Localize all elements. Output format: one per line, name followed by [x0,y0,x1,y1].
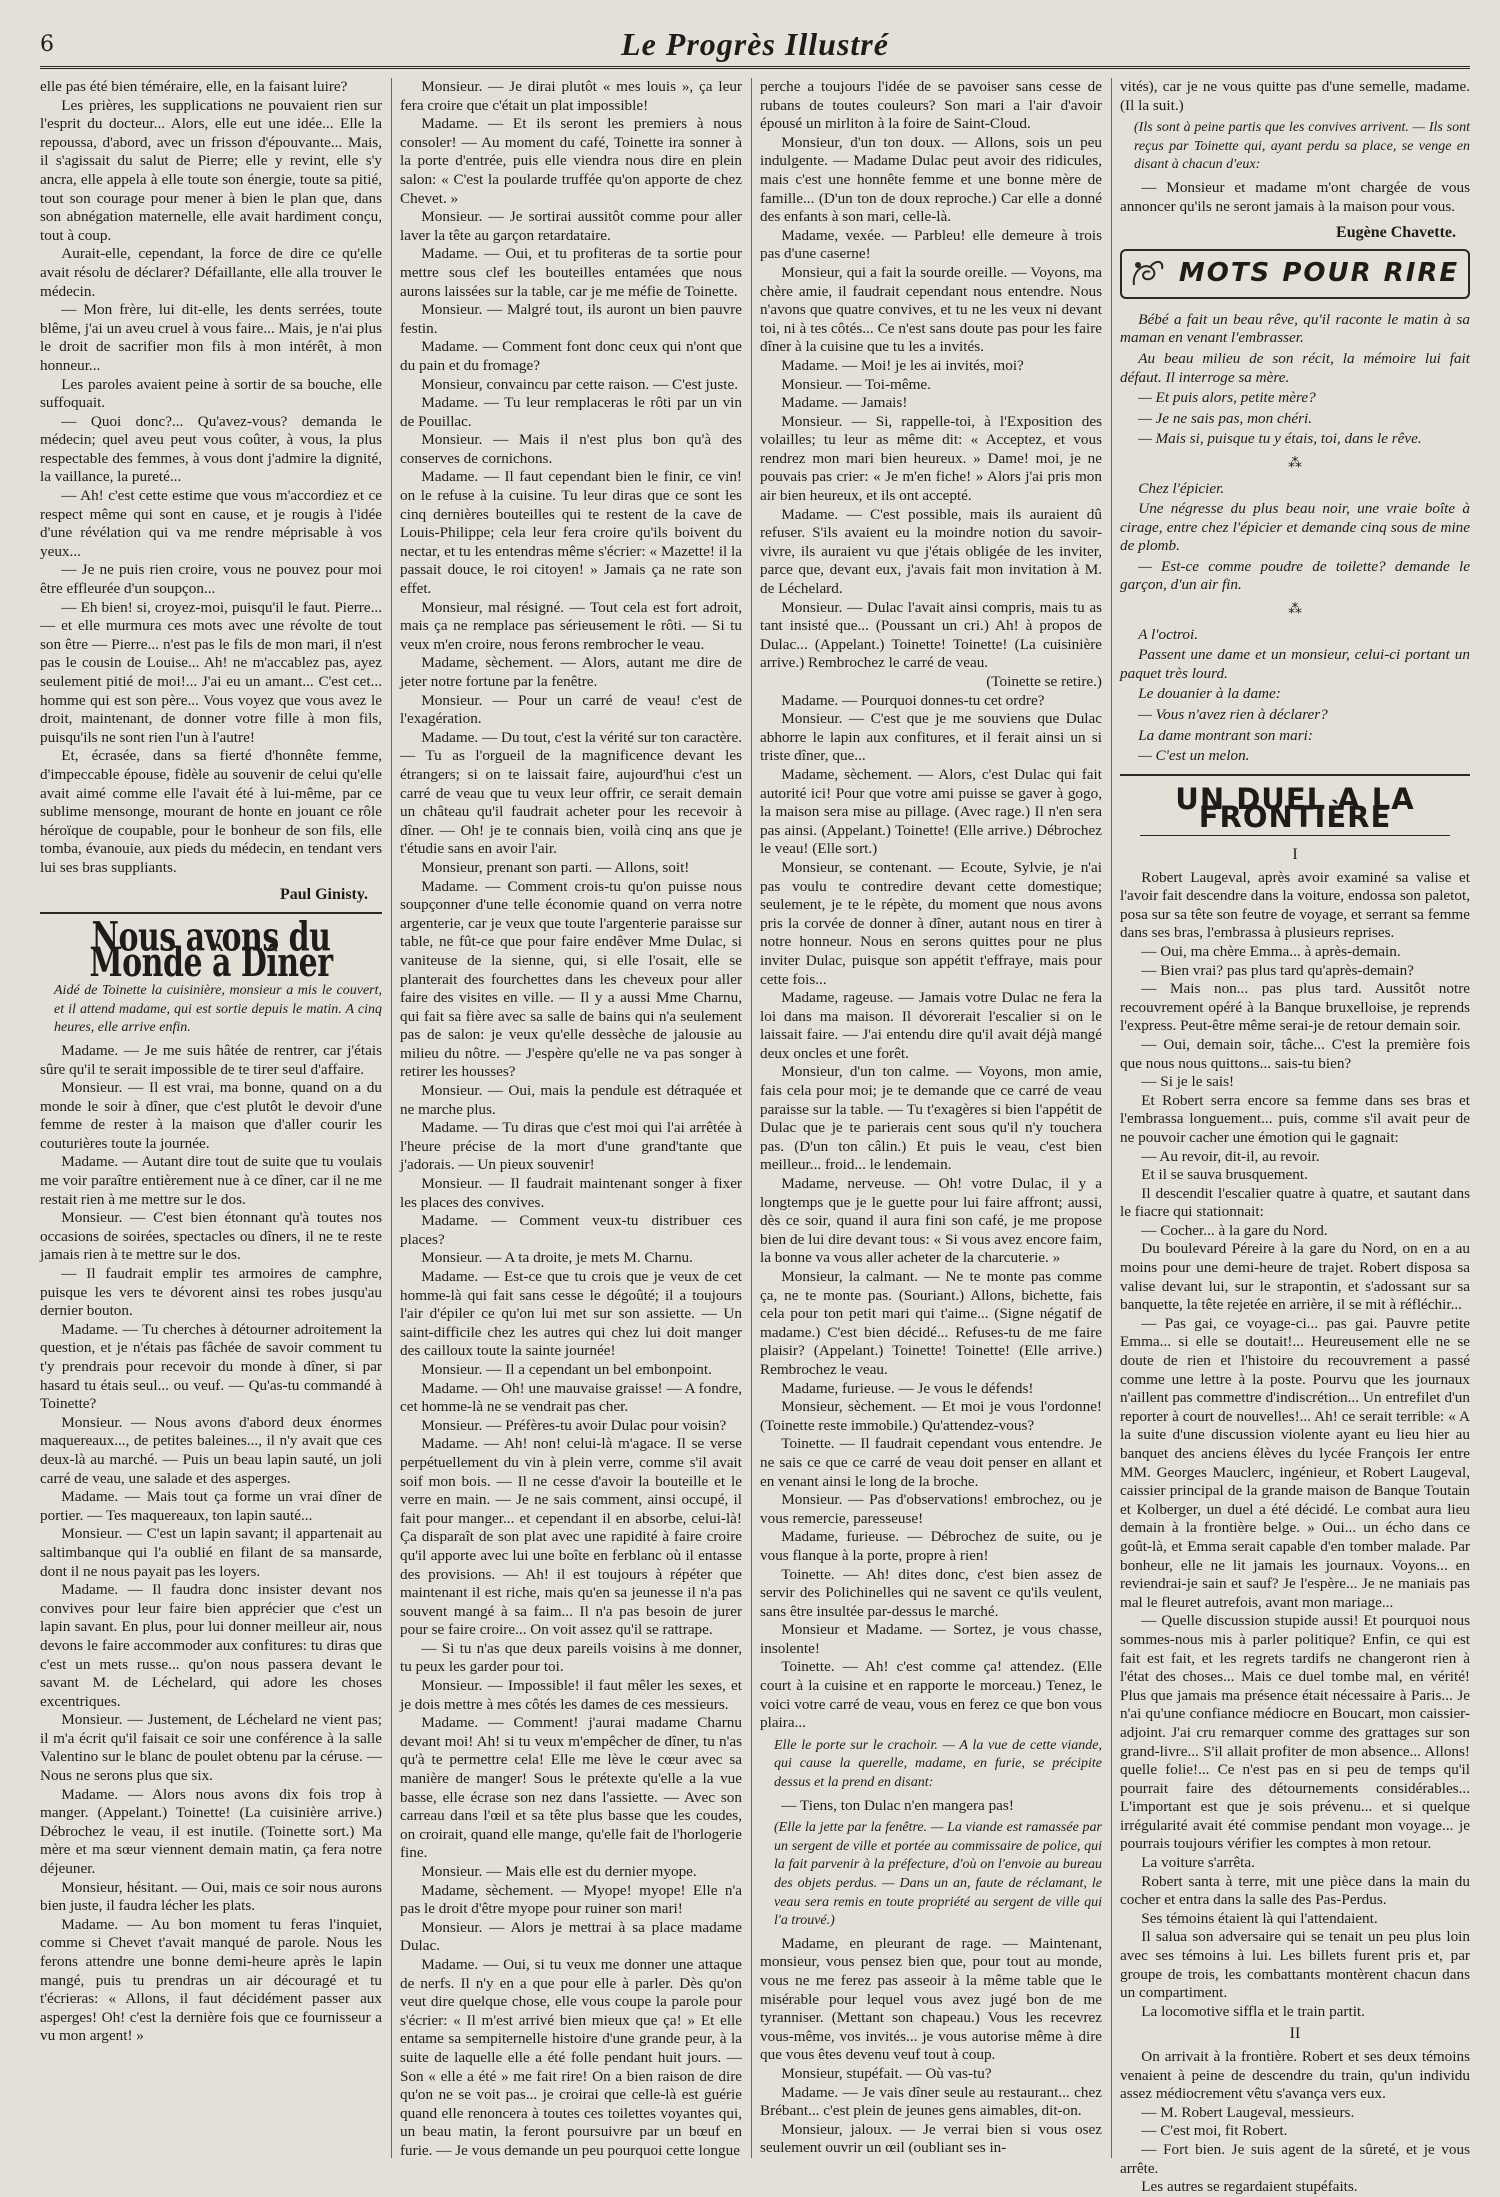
dialogue-line: Monsieur. — Nous avons d'abord deux énormes maquereaux..., de petites baleines..., il n'y avait que ces deux-là au marché. — Puis un beau lapin sauté, un joli carré de veau, une salade et des asperges. [40,1413,382,1487]
paragraph: — Eh bien! si, croyez-moi, puisqu'il le faut. Pierre... — et elle murmura ces mots avec une révolte de tout son être — Pierre... n'est pas le fils de mon mari, il n'est pas le cousin de Louise... Ah! ne m'accablez pas, ayez seulement pitié de moi!... J'ai eu un amant... C'est cet... homme qui est son père... Vous voyez que vous avez le droit, maintenant, de donner votre fille à mon fils, puisqu'ils ne sont rien l'un à l'autre! [40,598,382,746]
joke-line: — Je ne sais pas, mon chéri. [1138,409,1313,427]
dialogue-line: Monsieur. — Impossible! il faut mêler les sexes, et je dois mettre à mes côtés les dames de ces messieurs. [400,1677,742,1713]
dialogue-line: Monsieur, d'un ton calme. — Voyons, mon amie, fais cela pour moi; je te demande que ce carré de veau paraisse sur la table. — Tu t'exagères si bien l'appétit de Dulac que je te parierais cent sous qu'il n'y touchera pas. (D'un ton câlin.) Et puis le veau, c'est bien meilleur... froid... le lendemain. [760,1063,1102,1174]
dialogue-line: — Si tu n'as que deux pareils voisins à me donner, tu peux les garder pour toi. [400,1639,742,1676]
dialogue-line: Monsieur, la calmant. — Ne te monte pas comme ça, ne te monte pas. (Souriant.) Allons, bichette, fais cela pour ton petit mari qui t'aime... (Signe négatif de madame.) C'est bien décidé... Refuses-tu de me faire plaisir? (Appelant.) Toinette! Toinette! (Elle arrive.) Rembrochez le veau. [760,1268,1102,1378]
dialogue-line: Madame, nerveuse. — Oh! votre Dulac, il y a longtemps que je le guette pour lui faire affront; aussi, dès ce soir, quand il aura fini son café, je me propose bien de lui dire devant tous: « Si vous avez encore faim, la bonne va vous aller acheter de la charcuterie. » [760,1175,1102,1267]
paragraph: Aurait-elle, cependant, la force de dire ce qu'elle avait résolu de déclarer? Défaillante, elle alla trouver le médecin. [40,245,382,300]
paragraph: — Mais non... pas plus tard. Aussitôt notre recouvrement opéré à la Banque bruxelloise, je reprends l'express. Peut-être même serai-je de retour demain soir. [1120,980,1470,1035]
author-signature: Eugène Chavette. [1336,224,1456,242]
paragraph: Les paroles avaient peine à sortir de sa bouche, elle suffoquait. [40,375,382,412]
dialogue-line: Madame. — Oui, et tu profiteras de ta sortie pour mettre sous clef les bouteilles entamées que nous aurons laissées sur la table, car je me méfie de Toinette. [400,245,742,300]
joke-line: — Vous n'avez rien à déclarer? [1138,706,1328,724]
dialogue-line: Monsieur, hésitant. — Oui, mais ce soir nous aurons bien juste, il faudra lécher les plats. [40,1878,382,1915]
paragraph: — Ah! c'est cette estime que vous m'accordiez et ce respect même qui sont en cause, et je rougis à l'idée d'une révélation qui va me rendre méprisable à vos yeux... [40,487,382,560]
joke-line: — Est-ce comme poudre de toilette? demande le garçon, d'un air fin. [1120,557,1470,594]
paragraph: On arrivait à la frontière. Robert et ses deux témoins venaient à peine de descendre du train, qu'un individu assez médiocrement vêtu s'avança vers eux. [1120,2048,1470,2103]
paragraph: Il descendit l'escalier quatre à quatre, et sautant dans le fiacre qui stationnait: [1120,1184,1470,1221]
paragraph: Les prières, les supplications ne pouvaient rien sur l'esprit du docteur... Alors, elle eut une idée... Elle la repoussa, d'abord, avec un frisson d'épouvante... Mais, il s'agissait du salut de Pierre; elle y revint, elle s'y ancra, elle appela à elle toute son énergie, toute sa pitié, tout son courage pour mener à bien le plan que, dans son abnégation maternelle, elle avait hardiment conçu, tout à coup. [40,96,382,244]
dialogue-line: Monsieur, se contenant. — Ecoute, Sylvie, je n'ai pas voulu te contredire devant cette domestique; seulement, je te le répète, du moment que nous avons pris la corvée de donner à dîner, autant nous en tirer à notre honneur. Nous en serons quittes pour ne plus inviter Dulac, puisque son appétit t'effraye, mais pour cette fois... [760,858,1102,988]
dialogue-line: Madame, sèchement. — Alors, autant me dire de jeter notre fortune par la fenêtre. [400,654,742,690]
dialogue-line: Monsieur. — Il a cependant un bel embonpoint. [421,1360,712,1378]
dialogue-line: Madame. — Du tout, c'est la vérité sur ton caractère. — Tu as l'orgueil de la magnificence devant les étrangers; si on te laissait faire, aujourd'hui c'est un carré de veau que tu veux leur offrir, ce serait demain un château qu'il faudrait acheter pour les recevoir à dîner. — Oh! je te connais bien, voilà cinq ans que je t'étudie sans en avoir l'air. [400,728,742,858]
joke-line: Bébé a fait un beau rêve, qu'il raconte le matin à sa maman en venant l'embrasser. [1120,310,1470,347]
dialogue-line: Monsieur. — Si, rappelle-toi, à l'Exposition des volailles; tu leur as même dit: « Acceptez, et vous rendrez mon mari bien heureux. » Dame! moi, je ne pouvais pas crier: « Je m'en fiche! » Alors j'ai pris mon air bien heureux, et ils ont accepté. [760,412,1102,505]
paragraph: Il salua son adversaire qui se tenait un peu plus loin avec ses témoins à lui. Les billets furent pris et, par groupe de trois, les combattants montèrent chacun dans un compartiment. [1120,1928,1470,2002]
dialogue-line: Monsieur, stupéfait. — Où vas-tu? [781,2064,992,2082]
story-title: UN DUEL A LA FRONTIÈRE [1175,781,1415,835]
dialogue-line: Madame. — Je vais dîner seule au restaurant... chez Brébant... c'est plein de jeunes gens aimables, dit-on. [760,2083,1102,2120]
asterism-separator: ⁂ [1288,602,1302,618]
paragraph: Et il se sauva brusquement. [1141,1166,1308,1184]
paragraph: — Si je le sais! [1141,1073,1235,1091]
ornamental-flourish-icon [1126,254,1170,294]
column-4 [1120,78,1470,2196]
dialogue-line: Madame. — Moi! je les ai invités, moi? [781,356,1024,374]
joke-2 [1120,480,1470,596]
joke-line: — Et puis alors, petite mère? [1138,389,1316,407]
joke-3 [1120,626,1470,766]
dialogue-line: Monsieur. — Pas d'observations! embrochez, ou je vous remercie, paresseuse! [760,1491,1102,1527]
dialogue-line: Monsieur, mal résigné. — Tout cela est fort adroit, mais ça ne remplace pas sérieusement le rôti. — Si tu veux m'en croire, nous ferons rembrocher le veau. [400,598,742,653]
dialogue-line: Madame. — Oui, si tu veux me donner une attaque de nerfs. Il n'y en a que pour elle à parler. Dès qu'on veut dire quelque chose, elle vous coupe la parole pour s'écrier: « Il m'est arrivé bien mieux que ça! » Et elle entame sa sempiternelle histoire d'une grande peur, à la suite de laquelle elle a été folle pendant huit jours. — Son « elle a été » me fait rire! On a bien raison de dire qu'on ne se voit pas... je croirai que celle-là est guérie quand elle renoncera à toutes ces toilettes voyantes qui, un beau matin, la feront poursuivre par un bœuf en furie. — Je vous demande un peu pourquoi cette longue [400,1955,742,2159]
dialogue [760,78,1102,2158]
story-ending [40,78,382,878]
paragraph: — Bien vrai? pas plus tard qu'après-demain? [1141,961,1414,979]
dialogue-line: Monsieur. — Justement, de Léchelard ne vient pas; il m'a écrit qu'il faisait ce soir une conférence à la salle Valentino sur le blanc de poulet obtenu par la céruse. — Nous ne serons plus que six. [40,1711,382,1785]
joke-line: — Mais si, puisque tu y étais, toi, dans le rêve. [1138,430,1422,448]
dialogue-line: Monsieur. — Préfères-tu avoir Dulac pour voisin? [421,1416,727,1434]
dialogue-line: Monsieur. — Il faudrait maintenant songer à fixer les places des convives. [400,1175,742,1211]
mots-pour-rire-title: MOTS POUR RIRE [1178,258,1460,289]
dialogue-line: — Tiens, ton Dulac n'en mangera pas! [781,1796,1014,1814]
dialogue-line: perche a toujours l'idée de se pavoiser sans cesse de rubans de toutes couleurs? Son mari a l'air d'avoir épousé un mirliton à la foire de Saint-Cloud. [760,78,1102,133]
dialogue [40,1042,382,2046]
paragraph: Ses témoins étaient là qui l'attendaient. [1141,1909,1378,1927]
joke-line: Passent une dame et un monsieur, celui-ci portant un paquet très lourd. [1120,646,1470,682]
paragraph: Du boulevard Péreire à la gare du Nord, on en a au moins pour une demi-heure de trajet. Robert disposa sa valise devant lui, sur le strapontin, et s'adossant sur sa banquette, la tête rejetée en arrière, il se mit à réfléchir... [1120,1240,1470,1314]
dialogue-line: Monsieur. — Toi-même. [781,375,931,393]
paragraph: — C'est moi, fit Robert. [1141,2122,1288,2140]
joke-line: Chez l'épicier. [1138,479,1225,497]
dialogue-line: — Il faudrait emplir tes armoires de camphre, puisque les vers te dévorent ainsi tes robes jusqu'au dernier bouton. [40,1265,382,1320]
dialogue-line: Monsieur, qui a fait la sourde oreille. — Voyons, ma chère amie, il faudrait cependant nous entendre. Nous n'avons que quatre convives, et tu ne les veux ni devant toi, ni à tes côtés... Ce n'est sans doute pas pour les faire dîner à la cuisine que tu les a invités. [760,263,1102,356]
page-number: 6 [40,32,54,57]
asterism-separator: ⁂ [1288,455,1302,471]
dialogue-line: Monsieur. — Je sortirai aussitôt comme pour aller laver la tête au garçon retardataire. [400,208,742,244]
dialogue [1120,78,1470,216]
dialogue-line: vités), car je ne vous quitte pas d'une semelle, madame. (Il la suit.) [1120,78,1470,114]
dialogue [400,78,742,2161]
paragraph: elle pas été bien téméraire, elle, en la faisant luire? [40,78,348,95]
column-rule [391,78,392,2158]
dialogue-line: Madame. — Oh! une mauvaise graisse! — A fondre, cet homme-là ne se vendrait pas cher. [400,1379,742,1416]
dialogue-line: — Monsieur et madame m'ont chargée de vous annoncer qu'ils ne seront jamais à la maison pour vous. [1120,178,1470,215]
author-signature: Paul Ginisty. [279,885,368,903]
dialogue-line: Monsieur, sèchement. — Et moi je vous l'ordonne! (Toinette reste immobile.) Qu'attendez-vous? [760,1398,1102,1434]
dialogue-line: Madame, vexée. — Parbleu! elle demeure à trois pas d'une caserne! [760,226,1102,263]
dialogue-line: Madame. — Mais tout ça forme un vrai dîner de portier. — Tes maquereaux, ton lapin sauté... [40,1488,382,1524]
dialogue-line: Monsieur, prenant son parti. — Allons, soit! [421,858,690,876]
paragraph: — Pas gai, ce voyage-ci... pas gai. Pauvre petite Emma... si elle se doutait!... Heureusement elle ne se doute de rien et l'histoire du recouvrement a passé comme une lettre à la poste. Pourvu que les journaux n'aillent pas commettre d'indiscrétion... Un entrefilet d'un reporter à court de nouvelles!... Ah! ce serait terrible: « A la suite d'une discussion violente ayant eu lieu hier au banquet des anciens élèves du lycée François Ier entre MM. Georges Mauclerc, ingénieur, et Robert Laugeval, caissier principal de la grande maison de Banque Toutain et Kolberger, un duel a été décidé. Le combat aura lieu demain à la frontière belge. » Oui... un écho dans ce goût-là, et Emma serait capable d'en tomber malade. Par bonheur, elle ne lit jamais les journaux. Voyons... en reviendrai-je sain et sauf? Je l'espère... Je ne maniais pas mal le fleuret autrefois, avant mon mariage... [1120,1314,1470,1611]
dialogue-line: Madame. — Je me suis hâtée de rentrer, car j'étais sûre qu'il te serait impossible de te tirer seul d'affaire. [40,1041,382,1078]
column-1 [40,78,382,2158]
mots-pour-rire-banner [1120,249,1470,299]
stage-direction: Aidé de Toinette la cuisinière, monsieur a mis le couvert, et il attend madame, qui est sortie depuis le matin. A cinq heures, elle arrive enfin. [54,983,382,1036]
dialogue-line: Madame. — C'est possible, mais ils auraient dû refuser. S'ils avaient eu la moindre notion du savoir-vivre, ils auraient vu que j'étais obligée de les inviter, parce que, devant eux, j'avais fait mon invitation à M. de Léchelard. [760,505,1102,598]
joke-line: — C'est un melon. [1138,747,1250,765]
journal-title: Le Progrès Illustré [621,26,889,62]
dialogue-line: Toinette. — Il faudrait cependant vous entendre. Je ne sais ce que ce carré de veau doit penser en allant et en venant ainsi le long de la broche. [760,1435,1102,1490]
dialogue-line: Madame. — Autant dire tout de suite que tu voulais me voir paraître entièrement nue à ce dîner, car il ne me restait rien à me mettre sur le dos. [40,1153,382,1208]
paragraph: La locomotive siffla et le train partit. [1141,2002,1365,2020]
dialogue-line: Madame. — Comment crois-tu qu'on puisse nous soupçonner d'une telle économie quand on verra notre argenterie, car je veux que toute l'argenterie paraisse sur table, ne fût-ce que pour faire endêver Mme Dulac, si vaniteuse de la sienne, qui, si elle l'osait, elle se planterait des fourchettes dans les cheveux pour aller faire des visites en ville. — Il y a aussi Mme Charnu, qui fait sa fière avec sa salle de bains qui n'a seulement pas de salon: je veux qu'elle dessèche de jalousie au milieu du nôtre. — J'espère qu'elle ne va pas songer à retirer les housses? [400,877,742,1081]
paragraph: — Au revoir, dit-il, au revoir. [1141,1147,1320,1165]
paragraph: — Quelle discussion stupide aussi! Et pourquoi nous sommes-nous mis à parler politique? Enfin, ce qui est fait est fait, et les regrets tardifs ne changeront rien à l'état des choses... Mais ce duel tombe mal, en vérité! Plus que jamais ma présence était nécessaire à Paris... Je n'ai qu'une confiance médiocre en Boucart, mon caissier-adjoint. J'ai cru remarquer comme des grattages sur son grand-livre... S'il allait profiter de mon absence... Allons! quelle folie!... Ce n'est pas en si peu de temps qu'il pourrait faire des détournements considérables... L'important est que je sois prévenu... et si quelque irrégularité avait été commise pendant mon voyage... je pourrais toujours vérifier les comptes à mon retour. [1120,1612,1470,1853]
story-part-2 [1120,2048,1470,2197]
stage-direction: (Ils sont à peine partis que les convives arrivent. — Ils sont reçus par Toinette qui, ayant perdu sa place, se venge en disant à chacun d'eux: [1134,120,1470,173]
dialogue-line: Madame. — Jamais! [781,394,908,412]
dialogue-line: Monsieur. — Mais elle est du dernier myope. [421,1863,697,1880]
play-title: Nous avons du Monde à Dîner [89,913,333,987]
dialogue-line: Madame. — Comment veux-tu distribuer ces places? [400,1212,742,1248]
paragraph: Robert Laugeval, après avoir examiné sa valise et l'avoir fait descendre dans la voiture, endossa son paletot, posa sur sa tête son feutre de voyage, et serrant sa femme dans ses bras, l'embrassa à plusieurs reprises. [1120,868,1470,942]
dialogue-line: Madame, furieuse. — Je vous le défends! [781,1379,1034,1397]
dialogue-line: Monsieur. — Oui, mais la pendule est détraquée et ne marche plus. [400,1082,742,1118]
dialogue-line: Monsieur, d'un ton doux. — Allons, sois un peu indulgente. — Madame Dulac peut avoir des ridicules, mais c'est une honnête femme et une bonne mère de famille... (D'un ton de doux reproche.) Car elle a donné des enfants à son mari, celle-là. [760,133,1102,226]
dialogue-line: Madame. — Et ils seront les premiers à nous consoler! — Au moment du café, Toinette ira sonner à la porte d'entrée, puis elle viendra nous dire en plein salon: « C'est la poularde truffée qu'on apporte de chez Chevet. » [400,115,742,207]
paragraph: — M. Robert Laugeval, messieurs. [1141,2103,1355,2121]
dialogue-line: Monsieur. — A ta droite, je mets M. Charnu. [421,1249,693,1267]
joke-line: Le douanier à la dame: [1138,685,1281,703]
joke-line: Au beau milieu de son récit, la mémoire lui fait défaut. Il interroge sa mère. [1120,349,1470,386]
paragraph: — Je ne puis rien croire, vous ne pouvez pour moi être effleurée d'un soupçon... [40,561,382,598]
stage-direction: Elle le porte sur le crachoir. — A la vue de cette viande, qui cause la querelle, madame, en furie, se précipite dessus et la prend en disant: [774,1737,1102,1791]
column-3 [760,78,1102,2158]
dialogue-line: Madame. — Comment font donc ceux qui n'ont que du pain et du fromage? [400,338,742,374]
paragraph: Et, écrasée, dans sa fierté d'honnête femme, d'impeccable épouse, fidèle au souvenir de celui qu'elle avait aimé comme elle l'avait été à lui-même, par ce sublime mensonge, mourant de honte en jouant ce rôle héroïque de coupable, pour le bonheur de son fils, elle tomba, évanouie, aux pieds du médecin, en tendant vers lui ses bras suppliants. [40,747,382,876]
dialogue-line: Madame. — Tu diras que c'est moi qui l'ai arrêtée à l'heure précise de la mort d'une grand'tante que j'adorais. — Un pieux souvenir! [400,1119,742,1174]
dialogue-line: Madame, sèchement. — Alors, c'est Dulac qui fait autorité ici! Pour que votre ami puisse se gaver à gogo, la maison sera mise au pillage. (Avec rage.) Il n'en sera pas ainsi. (Appelant.) Toinette! (Elle arrive.) Débrochez le veau! (Elle sort.) [760,765,1102,858]
paragraph: — Cocher... à la gare du Nord. [1141,1221,1328,1239]
paragraph: La voiture s'arrêta. [1141,1854,1255,1872]
dialogue-line: Monsieur et Madame. — Sortez, je vous chasse, insolente! [760,1621,1102,1657]
joke-line: Une négresse du plus beau noir, une vraie boîte à cirage, entre chez l'épicier et demande cinq sous de mine de plomb. [1120,500,1470,555]
stage-direction: (Toinette se retire.) [986,673,1102,690]
dialogue-line: Madame, en pleurant de rage. — Maintenant, monsieur, vous pensez bien que, pour tout au monde, vous ne me ferez pas asseoir à la même table que le misérable pour lequel vous avez jugé bon de me tyranniser. (Mettant son chapeau.) Vous les recevrez vous-même, vos invités... je vous autorise même à dire que vous êtes devenu veuf tout à coup. [760,1934,1102,2064]
dialogue-line: Monsieur. — C'est un lapin savant; il appartenait au saltimbanque qui l'a oublié en filant de sa mansarde, dont il ne nous payait pas les loyers. [40,1525,382,1580]
paragraph: — Fort bien. Je suis agent de la sûreté, et je vous arrête. [1120,2140,1470,2177]
dialogue-line: Monsieur. — Malgré tout, ils auront un bien pauvre festin. [400,301,742,337]
stage-direction: (Elle la jette par la fenêtre. — La viande est ramassée par un sergent de ville et portée au commissaire de police, qui la fait parvenir à la préfecture, d'où on l'envoie au bureau des objets perdus. — Dans un an, faute de réclamant, le veau sera remis en toute propriété au sergent de ville qui l'a trouvé.) [774,1820,1102,1929]
story-part-1 [1120,869,1470,2022]
dialogue-line: Monsieur. — Dulac l'avait ainsi compris, mais tu as tant insisté que... (Poussant un cri.) Ah! à propos de Dulac... (Appelant.) Toinette! Toinette! (La cuisinière arrive.) Rembrochez le carré de veau. [760,598,1102,672]
paragraph: Et Robert serra encore sa femme dans ses bras et l'embrassa longuement... puis, comme s'il avait peur de ne pouvoir cacher une émotion qui le gagnait: [1120,1091,1470,1146]
dialogue-line: Madame. — Il faudra donc insister devant nos convives pour leur faire bien apprécier que c'est un lapin savant. En plus, pour lui donner meilleur air, nous devons le faire accommoder aux confitures: tu diras que c'est un mets russe... qu'on nous passera devant le savant M. de Léchelard, qui adore les choses excentriques. [40,1581,382,1710]
joke-1 [1120,311,1470,449]
dialogue-line: Toinette. — Ah! dites donc, c'est bien assez de servir des Polichinelles qui ne savent ce qu'ils veulent, sans être insultée par-dessus le marché. [760,1565,1102,1620]
dialogue-line: Madame. — Ah! non! celui-là m'agace. Il se verse perpétuellement du vin à plein verre, comme s'il avait soif mon bois. — Il ne cesse d'avoir la bouteille et le verre en main. — Je ne sais comment, ainsi occupé, il fait pour manger... et cependant il en absorbe, celui-là! Ça disparaît de son plat avec une rapidité à faire croire qu'il apporte avec lui une boîte en ferblanc où il entasse des provisions. — Ah! il est toujours à répéter que maintenant il est riche, mais qu'en sa jeunesse il n'a pas souvent mangé à sa faim... Il n'a pas besoin de jurer pour se faire croire... On voit assez qu'il se rattrape. [400,1435,742,1639]
dialogue-line: Monsieur. — Je dirai plutôt « mes louis », ça leur fera croire que c'était un plat impossible! [400,78,742,114]
dialogue-line: Madame. — Tu cherches à détourner adroitement la question, et je n'étais pas fâchée de savoir comment tu t'y prendrais pour recevoir du monde à dîner, si par hasard tu étais seul... ou veuf. — Qu'as-tu commandé à Toinette? [40,1320,382,1413]
dialogue-line: Toinette. — Ah! c'est comme ça! attendez. (Elle court à la cuisine et en rapporte le morceau.) Tenez, le voici votre carré de veau, vous en ferez ce que bon vous plaira... [760,1658,1102,1732]
dialogue-line: Madame. — Alors nous avons dix fois trop à manger. (Appelant.) Toinette! (La cuisinière arrive.) Débrochez le veau, il est inutile. (Toinette sort.) Ma mère et ma sœur viennent demain matin, ça fera notre déjeuner. [40,1785,382,1878]
title-underline [1140,835,1450,836]
dialogue-line: Monsieur. — C'est que je me souviens que Dulac abhorre le lapin aux confitures, et il ferait ainsi un si triste dîner, que... [760,710,1102,765]
dialogue-line: Madame. — Pourquoi donnes-tu cet ordre? [781,691,1045,709]
dialogue-line: Madame. — Comment! j'aurai madame Charnu devant moi! Ah! si tu veux m'empêcher de dîner, tu n'as qu'à te permettre cela! Elle me lève le cœur avec sa manière de manger! Sous le prétexte qu'elle a la vue basse, elle écrase son nez dans l'assiette. — Avec son carreau dans l'œil et sa tête plus basse que les coudes, on croirait, quand elle mange, qu'elle fait de l'horlogerie fine. [400,1714,742,1862]
paragraph: Les autres se regardaient stupéfaits. [1141,2178,1358,2196]
joke-line: A l'octroi. [1138,625,1199,643]
dialogue-line: Monsieur. — Il est vrai, ma bonne, quand on a du monde le soir à dîner, que c'est plutôt le devoir d'une femme de rester à la maison que d'aller courir les couturières toute la journée. [40,1079,382,1152]
dialogue-line: Monsieur. — C'est bien étonnant qu'à toutes nos occasions de soirées, spectacles ou dîners, il ne te reste jamais rien à te mettre sur le dos. [40,1209,382,1264]
paragraph: — Mon frère, lui dit-elle, les dents serrées, toute blême, j'ai un aveu cruel à vous faire... Mais, je n'ai plus le droit de sacrifier mon fils à mon intérêt, à mon honneur... [40,301,382,374]
chapter-number: I [1292,846,1298,863]
dialogue-line: Madame, sèchement. — Myope! myope! Elle n'a pas le droit d'être myope pour ruiner son mari! [400,1881,742,1918]
paragraph: — Oui, demain soir, tâche... C'est la première fois que nous nous quittons... sais-tu bien? [1120,1035,1470,1072]
chapter-number: II [1289,2025,1301,2043]
dialogue-line: Monsieur. — Alors je mettrai à sa place madame Dulac. [400,1918,742,1955]
paragraph: — Oui, ma chère Emma... à après-demain. [1141,942,1401,960]
page-header [40,18,1470,69]
column-2 [400,78,742,2158]
dialogue-line: Madame. — Tu leur remplaceras le rôti par un vin de Pouillac. [400,394,742,430]
dialogue-line: Monsieur, jaloux. — Je verrai bien si vous osez seulement ouvrir un œil (oubliant ses in- [760,2120,1102,2157]
paragraph: — Quoi donc?... Qu'avez-vous? demanda le médecin; quel aveu peut vous coûter, à vous, la plus respectable des femmes, à vous dont j'admire la dignité, la vaillance, la pureté... [40,412,382,486]
column-rule [751,78,752,2158]
dialogue-line: Madame. — Il faut cependant bien le finir, ce vin! on le refuse à la cuisine. Tu leur diras que ce sont les cinq dernières bouteilles qui te restent de la cave de Louis-Philippe; cela leur fera croire qu'ils boivent du nectar, et tu les entendras même s'écrier: « Mazette! il la passait douce, le roi citoyen! » Jamais ça ne rate son effet. [400,468,742,598]
column-rule [1111,78,1112,2158]
dialogue-line: Madame, rageuse. — Jamais votre Dulac ne fera la loi dans ma maison. Il dévorerait l'escalier si on le laissait faire. — J'ai entendu dire qu'il avait déjà mangé deux oncles et une forêt. [760,989,1102,1062]
joke-line: La dame montrant son mari: [1138,726,1313,744]
paragraph: Robert santa à terre, mit une pièce dans la main du cocher et entra dans la salle des Pas-Perdus. [1120,1872,1470,1909]
dialogue-line: Madame. — Est-ce que tu crois que je veux de cet homme-là qui fait sans cesse le dégoûté; il a toujours l'air d'épiler ce qu'on lui met sur son assiette. — Un saint-difficile chez les autres qui chez lui doit manger des cailloux toute la sainte journée! [400,1268,742,1360]
dialogue-line: Monsieur. — Pour un carré de veau! c'est de l'exagération. [400,691,742,728]
section-divider [1120,774,1470,776]
dialogue-line: Monsieur. — Mais il n'est plus bon qu'à des conserves de cornichons. [400,431,742,467]
dialogue-line: Madame, furieuse. — Débrochez de suite, ou je vous flanque à la porte, propre à rien! [760,1528,1102,1564]
dialogue-line: Monsieur, convaincu par cette raison. — C'est juste. [421,375,739,393]
dialogue-line: Madame. — Au bon moment tu feras l'inquiet, comme si Chevet t'avait manqué de parole. Nous les ferons attendre une bonne demi-heure après le lapin mangé, puis tu prendras un air découragé et tu t'écrieras: « Allons, il faut décidément passer aux asperges! Oh! c'est la dernière fois que ce fournisseur a vu mon argent! » [40,1915,382,2045]
